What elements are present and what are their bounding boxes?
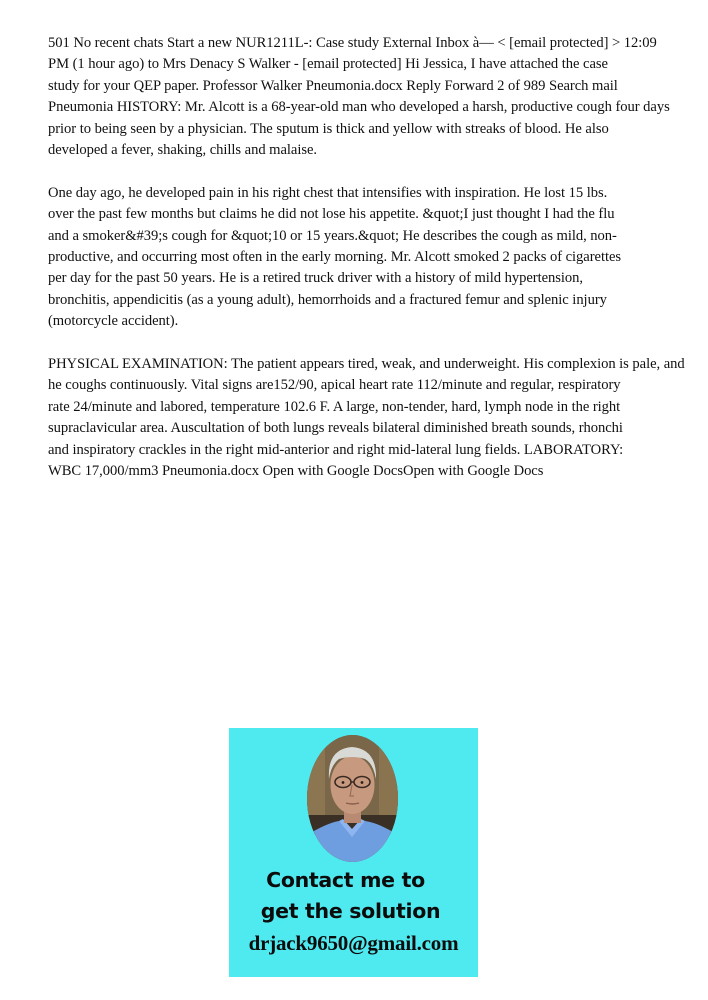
text-line: 501 No recent chats Start a new NUR1211L-: Case study External Inbox à— < [email protected] > 12:09 bbox=[48, 35, 657, 51]
cta-line-2: get the solution bbox=[260, 899, 441, 923]
document-body bbox=[48, 33, 698, 483]
text-line: productive, and occurring most often in the early morning. Mr. Alcott smoked 2 packs of cigarettes bbox=[48, 249, 622, 266]
text-line: and inspiratory crackles in the right mid-anterior and right mid-lateral lung fields. LABORATORY: bbox=[48, 441, 624, 458]
physical-examination-paragraph bbox=[48, 354, 698, 482]
contact-banner[interactable] bbox=[229, 728, 478, 977]
text-line: WBC 17,000/mm3 Pneumonia.docx Open with Google DocsOpen with Google Docs bbox=[48, 463, 544, 480]
text-line: PHYSICAL EXAMINATION: The patient appears tired, weak, and underweight. His complexion is pale, and bbox=[48, 356, 685, 373]
text-line: (motorcycle accident). bbox=[48, 313, 179, 330]
text-line: rate 24/minute and labored, temperature 102.6 F. A large, non-tender, hard, lymph node in the right bbox=[48, 398, 621, 415]
history-continued-paragraph bbox=[48, 183, 698, 333]
text-line: over the past few months but claims he did not lose his appetite. &quot;I just thought I had the flu bbox=[48, 206, 615, 223]
text-line: PM (1 hour ago) to Mrs Denacy S Walker - [email protected] Hi Jessica, I have attached the case bbox=[48, 56, 608, 73]
text-line: Pneumonia HISTORY: Mr. Alcott is a 68-year-old man who developed a harsh, productive cough four days bbox=[48, 99, 670, 116]
text-line: he coughs continuously. Vital signs are152/90, apical heart rate 112/minute and regular, respiratory bbox=[48, 377, 621, 394]
text-line: supraclavicular area. Auscultation of both lungs reveals bilateral diminished breath sounds, rhonchi bbox=[48, 420, 623, 437]
text-line: One day ago, he developed pain in his right chest that intensifies with inspiration. He lost 15 lbs. bbox=[48, 184, 608, 201]
contact-email-link[interactable]: drjack9650@gmail.com bbox=[248, 931, 459, 955]
text-line: study for your QEP paper. Professor Walker Pneumonia.docx Reply Forward 2 of 989 Search mail bbox=[48, 77, 618, 94]
cta-line-1: Contact me to bbox=[266, 868, 425, 892]
email-header-and-history-paragraph bbox=[48, 33, 698, 161]
person-portrait-icon bbox=[307, 735, 398, 862]
text-line: prior to being seen by a physician. The sputum is thick and yellow with streaks of blood. He also bbox=[48, 120, 609, 137]
text-line: developed a fever, shaking, chills and malaise. bbox=[48, 142, 317, 159]
text-line: bronchitis, appendicitis (as a young adult), hemorrhoids and a fractured femur and splenic injury bbox=[48, 291, 607, 308]
text-line: per day for the past 50 years. He is a retired truck driver with a history of mild hypertension, bbox=[48, 270, 584, 287]
text-line: and a smoker&#39;s cough for &quot;10 or 15 years.&quot; He describes the cough as mild, non- bbox=[48, 227, 617, 244]
